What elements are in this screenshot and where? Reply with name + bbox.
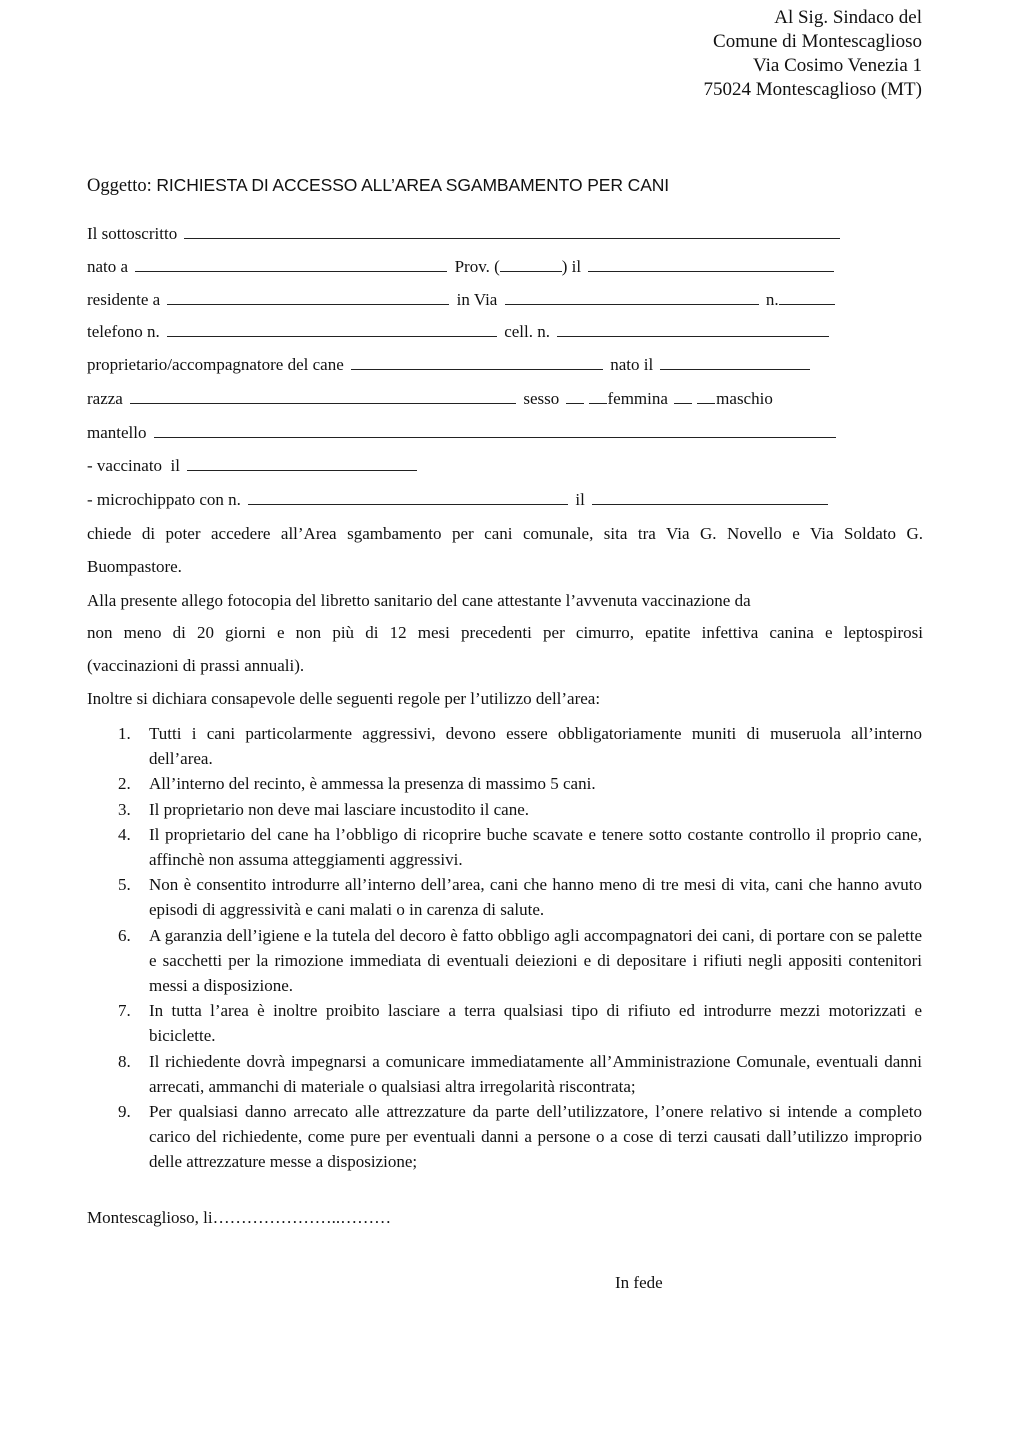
rule-number: 3. [118,799,131,819]
microchip-date-field[interactable] [592,490,828,505]
residence-city-field[interactable] [167,290,449,305]
rule-text: All’interno del recinto, è ammessa la presenza di massimo 5 cani. [149,774,596,794]
vaccination-date-field[interactable] [187,456,417,471]
form-row-mantello [87,423,839,443]
sex-separator [674,389,692,404]
recipient-address [704,6,922,102]
prov-label: Prov. ( [454,257,500,276]
rule-item [118,923,922,999]
rule-text: Per qualsiasi danno arrecato alle attrezzature da parte dell’utilizzatore, l’onere relativo si intende a completo carico del richiedente, come pure per eventuali danni a persone o a cose di terzi causati dall’utilizzo improprio delle attrezzature messe a disposizione; [149,1102,922,1172]
house-number-field[interactable] [779,290,835,305]
form-row-nascita [87,257,837,277]
rule-text: A garanzia dell’igiene e la tutela del decoro è fatto obbligo agli accompagnatori dei cani, di portare con se palette e sacchetti per la rimozione immediata di eventuali deiezioni e di depositare i rifiuti negli appositi contenitori messi a disposizione. [149,925,922,996]
rule-item [118,771,922,796]
residente-label: residente a [87,290,161,309]
rule-number: 9. [118,1102,131,1122]
microchip-label: - microchippato con n. [87,490,241,509]
mantello-label: mantello [87,423,147,442]
prov-close-label: ) il [561,257,582,276]
rule-text: In tutta l’area è inoltre proibito lasciare a terra qualsiasi tipo di rifiuto ed introdurre mezzi motorizzati e biciclette. [149,1001,922,1046]
attachment-text: non meno di 20 giorni e non più di 12 mesi precedenti per cimurro, epatite infettiva canina e leptospirosi [87,623,923,642]
maschio-label: maschio [716,389,773,408]
dog-birthdate-field[interactable] [660,355,810,370]
recipient-line: 75024 Montescaglioso (MT) [703,79,922,100]
form-row-sottoscritto [87,224,843,244]
telefono-label: telefono n. [87,322,160,341]
rule-item [118,1049,922,1099]
rule-item [118,721,922,771]
nato-a-label: nato a [87,257,129,276]
rules-intro [87,689,923,709]
nato-il-label: nato il [610,355,654,374]
rule-item [118,872,922,922]
razza-label: razza [87,389,123,408]
birthplace-field[interactable] [135,257,447,272]
attachment-line-3 [87,656,923,676]
rule-number: 2. [118,774,131,794]
rules-list [118,721,922,1175]
subject-text: RICHIESTA DI ACCESSO ALL’AREA SGAMBAMENTO PER CANI [156,175,670,195]
form-row-vaccinato [87,456,420,476]
in-via-label: in Via [456,290,498,309]
femmina-checkbox[interactable] [589,389,607,404]
signature-label: In fede [615,1273,663,1292]
rule-text: Il richiedente dovrà impegnarsi a comunicare immediatamente all’Amministrazione Comunale, eventuali danni arrecati, ammanchi di materiale o qualsiasi altra irregolarità riscontrata; [149,1051,922,1096]
form-row-telefono [87,322,832,342]
rule-text: Non è consentito introdurre all’interno dell’area, cani che hanno meno di tre mesi di vita, cani che hanno avuto episodi di aggressività e cani malati o in carenza di salute. [149,875,922,920]
femmina-label: femmina [607,389,668,408]
form-row-residenza [87,290,835,310]
rule-number: 1. [118,724,131,743]
rule-item [118,822,922,872]
proprietario-label: proprietario/accompagnatore del cane [87,355,344,374]
attachment-text: (vaccinazioni di prassi annuali). [87,656,305,675]
subject-line [87,175,669,197]
sex-separator [566,389,584,404]
rule-number: 7. [118,1001,131,1021]
coat-field[interactable] [154,423,836,438]
attachment-text: Alla presente allego fotocopia del libretto sanitario del cane attestante l’avvenuta vaccinazione da [87,591,751,610]
sesso-label: sesso [523,389,560,408]
rule-number: 8. [118,1051,131,1071]
sottoscritto-field[interactable] [184,224,840,239]
cell-label: cell. n. [504,322,550,341]
attachment-line-2 [87,623,923,643]
rules-intro-text: Inoltre si dichiara consapevole delle seguenti regole per l’utilizzo dell’area: [87,689,601,708]
dog-name-field[interactable] [351,355,603,370]
place-date-field[interactable]: Montescaglioso, li…………………..……… [87,1208,392,1227]
request-paragraph-end [87,557,923,577]
rule-text: Tutti i cani particolarmente aggressivi, devono essere obbligatoriamente muniti di museruola all’interno dell’area. [149,724,922,769]
recipient-line: Comune di Montescaglioso [713,31,922,52]
rule-number: 5. [118,875,131,895]
rule-number: 4. [118,824,131,844]
province-field[interactable] [500,257,562,272]
breed-field[interactable] [130,389,516,404]
rule-item [118,1099,922,1175]
recipient-line: Al Sig. Sindaco del [774,7,922,28]
form-row-razza [87,389,773,409]
vaccinato-label: - vaccinato il [87,456,180,475]
rule-number: 6. [118,925,131,945]
request-line: chiede di poter accedere all’Area sgambamento per cani comunale, sita tra Via G. Novello e Via Soldato G. [87,524,923,543]
maschio-checkbox[interactable] [697,389,715,404]
phone-field[interactable] [167,322,497,337]
attachment-line-1 [87,591,923,611]
microchip-il-label: il [575,490,585,509]
rule-item [118,998,922,1048]
civico-label: n. [765,290,779,309]
microchip-number-field[interactable] [248,490,568,505]
form-row-proprietario [87,355,813,375]
rule-item [118,797,922,822]
sottoscritto-label: Il sottoscritto [87,224,178,243]
request-line: Buompastore. [87,557,182,576]
request-paragraph [87,524,923,544]
subject-label: Oggetto: [87,176,157,196]
birthdate-field[interactable] [588,257,834,272]
rule-text: Il proprietario del cane ha l’obbligo di ricoprire buche scavate e tenere sotto costante controllo il proprio cane, affinchè non assuma atteggiamenti aggressivi. [149,824,922,870]
recipient-line: Via Cosimo Venezia 1 [753,55,922,76]
rule-text: Il proprietario non deve mai lasciare incustodito il cane. [149,799,530,819]
street-field[interactable] [505,290,759,305]
form-row-microchip [87,490,831,510]
mobile-field[interactable] [557,322,829,337]
